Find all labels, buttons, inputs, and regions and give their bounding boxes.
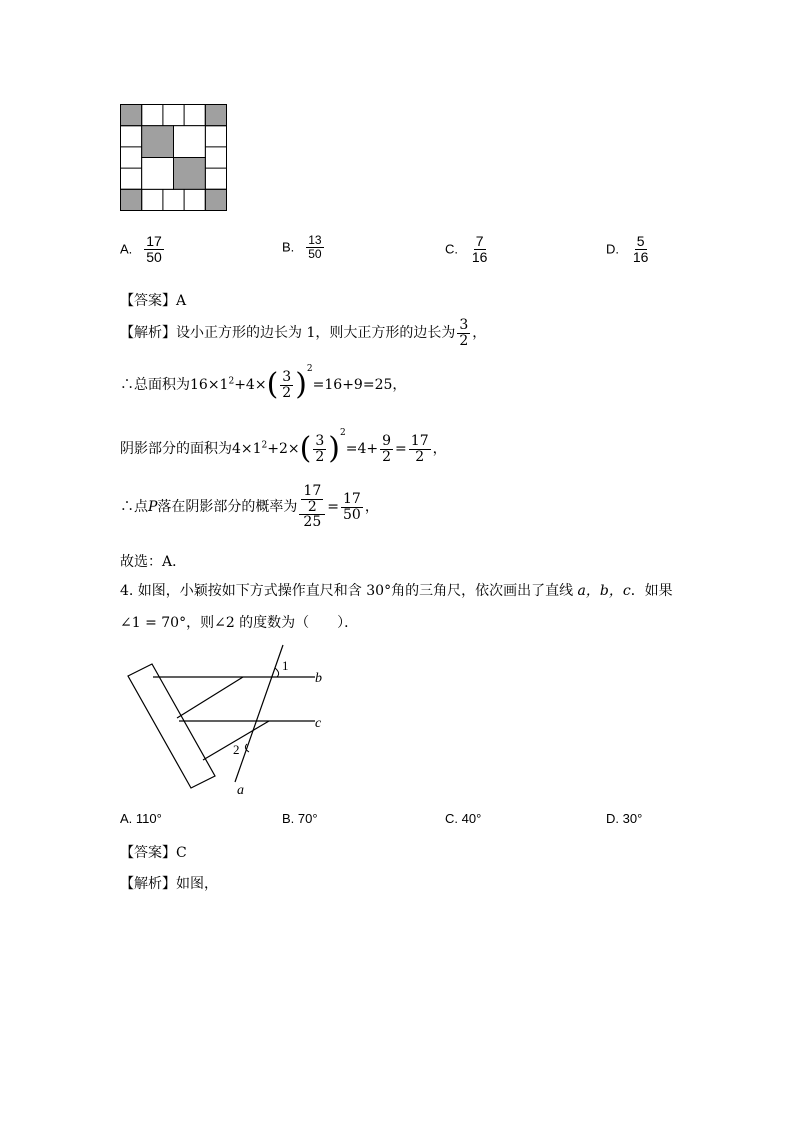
option-numerator: 5: [636, 233, 645, 249]
frac-num: 17: [410, 432, 429, 449]
text: 4. 如图，小颖按如下方式操作直尺和含 30°角的三角尺，依次画出了直线: [120, 583, 574, 599]
q4-option-d[interactable]: D. 30°: [606, 811, 643, 826]
punct: ，: [432, 441, 447, 457]
option-letter: A.: [120, 241, 133, 257]
line-a: [235, 645, 283, 782]
option-letter: D.: [606, 241, 619, 257]
q3-option-d[interactable]: [606, 234, 652, 264]
option-denominator: 16: [632, 248, 649, 265]
text: ．如果: [630, 583, 673, 599]
option-denominator: 50: [146, 248, 162, 265]
text: 阴影部分的面积为: [120, 441, 232, 457]
frac-num: 3: [282, 368, 292, 385]
q3-answer: 【答案】A: [120, 293, 187, 309]
frac-den: 2: [282, 384, 292, 401]
expr: 4×1: [232, 441, 262, 457]
angle1-label: 1: [282, 658, 289, 673]
expr: =4+: [345, 441, 379, 457]
frac-den: 2: [415, 448, 425, 465]
option-numerator: 7: [475, 233, 484, 249]
ruler-triangle-figure: [125, 640, 340, 800]
q3-option-b[interactable]: [282, 234, 326, 260]
option-denominator: 50: [308, 246, 322, 261]
var-p: P: [148, 499, 158, 516]
vars: a，b，c: [577, 583, 631, 599]
analysis-label: 【解析】: [120, 325, 176, 342]
frac-den: 50: [342, 506, 361, 523]
option-letter: B.: [282, 239, 295, 255]
q3-option-a[interactable]: [120, 234, 166, 264]
expr: 16×1: [190, 377, 229, 393]
label-b: b: [315, 671, 322, 686]
q3-analysis-line1: [120, 318, 486, 348]
option-numerator: 17: [146, 233, 162, 249]
expr: +4×: [234, 377, 267, 393]
expr: =16+9=25，: [312, 377, 407, 393]
angle1-arc: [275, 668, 279, 677]
q4-analysis: 【解析】如图，: [120, 876, 218, 892]
frac-num: 17: [342, 490, 361, 507]
frac-den: 2: [315, 448, 325, 465]
punct: ，: [364, 499, 379, 516]
text: ∴点: [120, 499, 148, 516]
q3-analysis-line4: [120, 484, 379, 530]
punct: ，: [472, 325, 487, 342]
triangle-side: [177, 677, 243, 718]
label-c: c: [315, 716, 322, 731]
q3-analysis-line3: 阴影部分的面积为$4\times 1^2+2\times$( $\frac{3}{2}$ )$^2$=4+ $\frac{9}{2}$ = $\frac{17}{2}$ ，: [120, 428, 447, 466]
q3-option-c[interactable]: [445, 234, 491, 264]
label-a: a: [237, 783, 244, 798]
option-letter: C.: [445, 241, 458, 257]
q4-stem-line1: [120, 580, 673, 600]
analysis-text: 设小正方形的边长为 1，则大正方形的边长为: [176, 325, 456, 342]
frac-den: 2: [382, 448, 392, 465]
text: 落在阴影部分的概率为: [157, 499, 298, 516]
frac-num: 9: [382, 432, 392, 449]
q4-option-b[interactable]: B. 70°: [282, 811, 318, 826]
expr: =: [395, 441, 407, 457]
square-grid-figure: [120, 104, 230, 214]
q3-conclusion: 故选：A．: [120, 554, 187, 570]
q4-answer: 【答案】C: [120, 845, 187, 861]
angle2-label: 2: [233, 742, 240, 757]
frac-num: 17: [303, 483, 322, 499]
text: ∴总面积为: [120, 377, 190, 393]
expr: =: [327, 499, 339, 516]
ruler-shape: [128, 664, 215, 788]
q4-stem-line2: ∠1 = 70°，则∠2 的度数为（ ）．: [120, 615, 359, 631]
frac-num: 3: [315, 432, 325, 449]
q4-option-a[interactable]: A. 110°: [120, 811, 162, 826]
option-numerator: 13: [308, 233, 322, 247]
option-denominator: 16: [471, 248, 488, 265]
frac-den: 25: [303, 514, 322, 531]
expr: +2×: [267, 441, 300, 457]
q4-option-c[interactable]: C. 40°: [445, 811, 482, 826]
frac-den: 2: [459, 332, 469, 349]
frac-num: 3: [459, 317, 469, 333]
frac-den: 2: [307, 498, 317, 515]
q3-analysis-line2: ∴总面积为$16\times 1^2+4\times$( $\frac{3}{2}$ )$^2$=16+9=25，: [120, 364, 407, 402]
